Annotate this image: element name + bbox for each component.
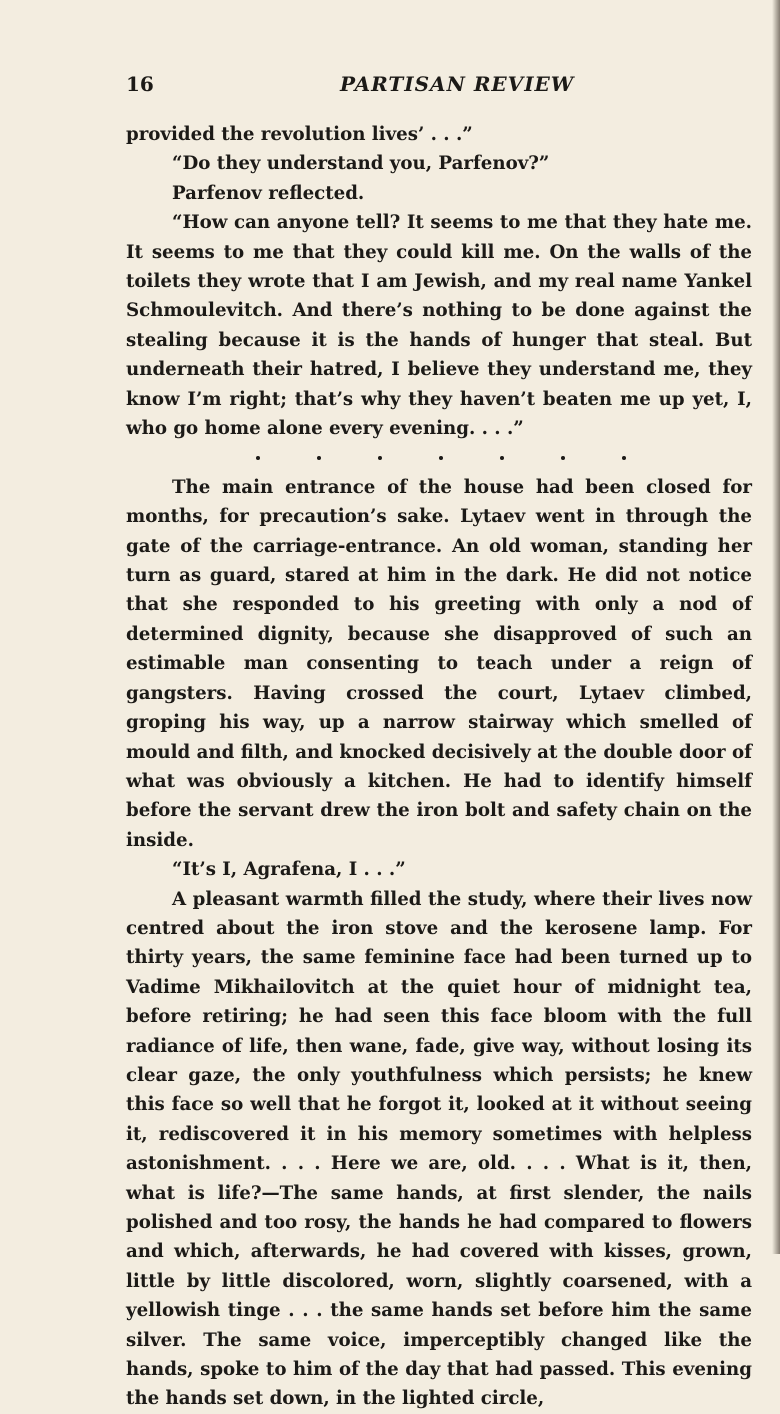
section-break-dot — [256, 456, 260, 460]
section-break-dot — [561, 456, 565, 460]
section-break — [256, 443, 626, 472]
page-number: 16 — [126, 72, 154, 96]
paragraph-study: A pleasant warmth filled the study, where their lives now centred about the iron stove and the kerosene lamp. For thirty years, the same feminine face had been turned up to Vadime Mikhailovitch at the quiet hour of midnight tea, before retiring; he had seen this face bloom with the full radiance of life, then wane, fade, give way, without losing its clear gaze, the only youthfulness which persists; he knew this face so well that he forgot it, looked at it without seeing it, rediscovered it in his memory sometimes with helpless astonishment. . . . Here we are, old. . . . What is it, then, what is life?—The same hands, at first slender, the nails polished and too rosy, the hands he had compared to flowers and which, afterwards, he had covered with kisses, grown, little by little discolored, worn, slightly coarsened, with a yellowish tinge . . . the same hands set before him the same silver. The same voice, imperceptibly changed like the hands, spoke to him of the day that had passed. This evening the hands set down, in the lighted circle, — [126, 888, 752, 1410]
running-head — [126, 64, 752, 106]
section-break-dot — [439, 456, 443, 460]
body-text — [126, 120, 752, 1414]
journal-title: PARTISAN REVIEW — [340, 72, 575, 96]
paragraph-question: “Do they understand you, Parfenov?” — [172, 153, 550, 175]
section-break-dot — [622, 456, 626, 460]
section-break-dot — [500, 456, 504, 460]
paragraph-main-entrance: The main entrance of the house had been closed for months, for precaution’s sake. Lytaev went in through the gate of the carriage-entrance. An old woman, standing her turn as guard, stared at him in the dark. He did not notice that she responded to his greeting with only a nod of determined dignity, because she disapproved of such an estimable man consenting to teach under a reign of gangsters. Having crossed the court, Lytaev climbed, groping his way, up a narrow stairway which smelled of mould and filth, and knocked decisively at the double door of what was obviously a kitchen. He had to identify himself before the servant drew the iron bolt and safety chain on the inside. — [126, 476, 752, 851]
paragraph-continuation: provided the revolution lives’ . . .” — [126, 124, 473, 145]
paragraph-parfenov-reply: “How can anyone tell? It seems to me that they hate me. It seems to me that they could kill me. On the walls of the toilets they wrote that I am Jewish, and my real name Yankel Schmoulevitch. And there’s nothing to be done against the stealing because it is the hands of hunger that steal. But underneath their hatred, I believe they understand me, they know I’m right; that’s why they haven’t beaten me up yet, I, who go home alone every evening. . . .” — [126, 212, 752, 440]
section-break-dot — [378, 456, 382, 460]
book-page — [126, 64, 752, 1414]
paragraph-reflected: Parfenov reflected. — [172, 182, 365, 204]
section-break-dot — [317, 456, 321, 460]
page-edge-shadow — [772, 0, 780, 1254]
paragraph-agrafena: “It’s I, Agrafena, I . . .” — [172, 859, 406, 881]
